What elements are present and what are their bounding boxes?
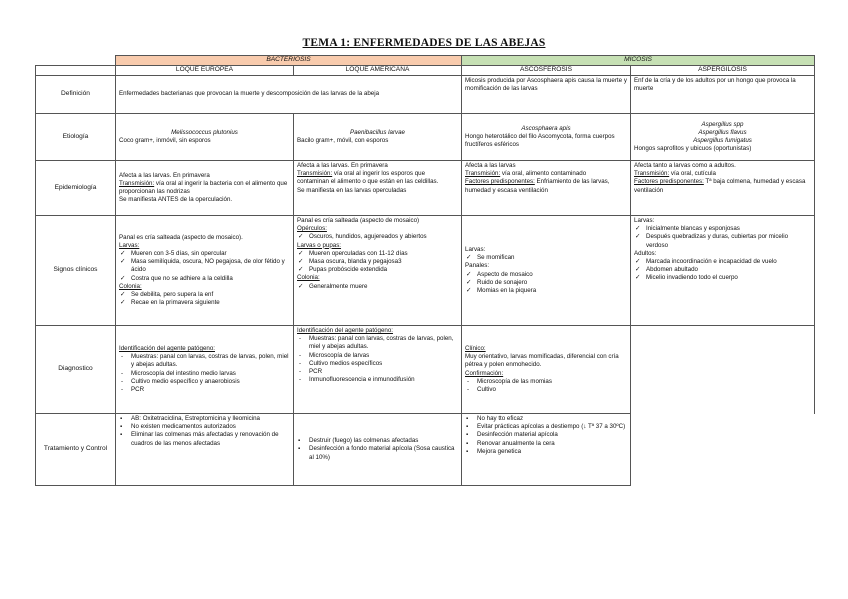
diag-heading: Confirmación: bbox=[465, 369, 504, 377]
tratamiento-americana bbox=[294, 414, 462, 486]
signos-list bbox=[297, 250, 458, 275]
tratamiento-europea bbox=[116, 414, 294, 486]
row-label-definicion: Definición bbox=[36, 76, 116, 114]
bullet-item: ▪ Eliminar las colmenas más afectadas y renovación de cuadros de las menos afectadas bbox=[119, 431, 290, 447]
epidemiologia-europea bbox=[116, 161, 294, 216]
epi-text: vía oral al ingerir los esporos que contaminan el alimento o que están en las celdillas. bbox=[297, 170, 439, 186]
row-label-epidemiologia: Epidemiología bbox=[36, 161, 116, 216]
signos-list bbox=[465, 254, 627, 262]
agent-desc: Hongos saprofitos y ubicuos (oportunistas) bbox=[634, 145, 752, 153]
epidemiologia-ascosferosis bbox=[462, 161, 631, 216]
signos-sublabel: Panales: bbox=[465, 262, 490, 270]
group-header-row bbox=[36, 56, 815, 66]
signos-sublabel: Opérculos: bbox=[297, 225, 327, 233]
epi-line bbox=[634, 170, 811, 178]
epi-label: Factores predisponentes: bbox=[634, 178, 704, 186]
dash-item: - Cultivo bbox=[465, 386, 627, 394]
bullet-item: ▪ AB: Oxitetraciclina, Estreptomicina y lleomicina bbox=[119, 415, 290, 423]
epi-text: Tª baja colmena, humedad y escasa ventilación bbox=[634, 178, 806, 194]
epi-label: Transmisión: bbox=[465, 170, 501, 178]
signos-list bbox=[119, 250, 290, 283]
agent-name: Aspergillus fumigatus bbox=[693, 137, 752, 144]
signos-sublabel: Colonia: bbox=[297, 274, 320, 282]
row-label-signos: Signos clínicos bbox=[36, 216, 116, 326]
dash-item: - Cultivo medios específicos bbox=[297, 360, 458, 368]
agent-desc: Bacilo gram+, móvil, con esporos bbox=[297, 137, 389, 144]
check-item: ✓ Abdomen abultado bbox=[634, 266, 811, 274]
signos-americana bbox=[294, 216, 462, 326]
check-item: ✓ Momias en la piquera bbox=[465, 287, 627, 295]
check-item: ✓ Costra que no se adhiere a la celdilla bbox=[119, 275, 290, 283]
signos-list bbox=[297, 283, 458, 291]
check-item: ✓ Se momifican bbox=[465, 254, 627, 262]
epi-text: vía oral al ingerir la bacteria con el alimento que proporcionan las nodrizas bbox=[119, 179, 288, 195]
agent-name: Melissococcus plutonius bbox=[171, 128, 238, 136]
epi-line bbox=[465, 170, 627, 178]
check-item: ✓ Pupas probóscide extendida bbox=[297, 266, 458, 274]
group-micosis: MICOSIS bbox=[462, 56, 815, 66]
group-bacteriosis: BACTERIOSIS bbox=[116, 56, 462, 66]
agent-name: Aspergillus flavus bbox=[698, 128, 747, 136]
trat-list bbox=[297, 437, 458, 462]
col-loque-americana: LOQUE AMERICANA bbox=[294, 66, 462, 76]
epi-line bbox=[119, 180, 290, 196]
epi-line: Afecta a las larvas bbox=[465, 162, 516, 169]
check-item: ✓ Mueren operculadas con 11-12 días bbox=[297, 250, 458, 258]
diagnostico-aspergilosis bbox=[631, 326, 815, 414]
epi-text: vía oral, alimento contaminado bbox=[500, 170, 587, 178]
bullet-item: ▪ Desinfección material apícola bbox=[465, 431, 627, 439]
page-title: TEMA 1: ENFERMEDADES DE LAS ABEJAS bbox=[302, 37, 546, 49]
signos-list bbox=[297, 233, 458, 241]
signos-ascosferosis bbox=[462, 216, 631, 326]
row-tratamiento bbox=[36, 414, 815, 486]
epi-label: Transmisión: bbox=[297, 170, 333, 178]
check-item: ✓ Masa oscura, blanda y pegajosa3 bbox=[297, 258, 458, 266]
etiologia-europea bbox=[116, 114, 294, 161]
signos-sublabel: Colonia: bbox=[119, 282, 142, 290]
bullet-item: ▪ Renovar anualmente la cera bbox=[465, 440, 627, 448]
agent-name: Paenibacillus larvae bbox=[349, 128, 406, 136]
epi-line bbox=[297, 170, 458, 186]
epi-text: Enfriamiento de las larvas, humedad y escasa ventilación bbox=[465, 178, 610, 194]
dash-item: - Microscopía del intestino medio larvas bbox=[119, 370, 290, 378]
check-item: ✓ Marcada incoordinación e incapacidad de vuelo bbox=[634, 258, 811, 266]
trat-list bbox=[465, 415, 627, 456]
epi-line: Se manifiesta en las larvas operculadas bbox=[297, 186, 407, 194]
check-item: ✓ Masa semilíquida, oscura, NO pegajosa, de olor fétido y ácido bbox=[119, 258, 290, 274]
signos-sublabel: Larvas: bbox=[465, 245, 486, 253]
check-item: ✓ Oscuros, hundidos, agujereados y abiertos bbox=[297, 233, 458, 241]
diag-heading: Clínico: bbox=[465, 344, 486, 352]
col-loque-europea: LOQUE EUROPEA bbox=[116, 66, 294, 76]
epidemiologia-aspergilosis bbox=[631, 161, 815, 216]
dash-item: - Muestras: panal con larvas, costras de larvas, polen, miel y abejas adultas. bbox=[297, 335, 458, 351]
signos-sublabel: Larvas: bbox=[119, 241, 140, 249]
signos-list bbox=[465, 271, 627, 296]
signos-list bbox=[119, 291, 290, 307]
diseases-table-main bbox=[35, 55, 815, 486]
row-definicion bbox=[36, 76, 815, 114]
etiologia-ascosferosis bbox=[462, 114, 631, 161]
agent-name: Aspergillus spp bbox=[701, 120, 744, 128]
diagnostico-ascosferosis bbox=[462, 326, 631, 414]
diag-text: Muy orientativo, larvas momificadas, diferencial con cría pétrea y polen enmohecido. bbox=[465, 353, 619, 369]
check-item: ✓ Después quebradizas y duras, cubiertas por micelio verdoso bbox=[634, 233, 811, 249]
agent-name: Ascosphaera apis bbox=[521, 124, 571, 132]
dash-item: - PCR bbox=[119, 386, 290, 394]
bullet-item: ▪ Destruir (fuego) las colmenas afectadas bbox=[297, 437, 458, 445]
row-label-etiologia: Etiología bbox=[36, 114, 116, 161]
epi-line: Afecta a las larvas. En primavera bbox=[297, 162, 388, 169]
trat-list bbox=[119, 415, 290, 448]
bullet-item: ▪ Evitar prácticas apícolas a destiempo (↓ Tª 37 a 30ºC) bbox=[465, 423, 627, 431]
row-etiologia bbox=[36, 114, 815, 161]
agent-desc: Hongo heterotálico del filo Ascomycota, forma cuerpos fructíferos esféricos bbox=[465, 132, 615, 149]
check-item: ✓ Aspecto de mosaico bbox=[465, 271, 627, 279]
epidemiologia-americana bbox=[294, 161, 462, 216]
etiologia-aspergilosis bbox=[631, 114, 815, 161]
row-signos bbox=[36, 216, 815, 326]
signos-sublabel: Larvas: bbox=[634, 217, 655, 224]
signos-aspergilosis bbox=[631, 216, 815, 326]
row-epidemiologia bbox=[36, 161, 815, 216]
dash-item: - PCR bbox=[297, 368, 458, 376]
definicion-ascosferosis bbox=[462, 76, 631, 114]
diag-list bbox=[465, 378, 627, 394]
diag-list bbox=[119, 353, 290, 394]
epi-label: Transmisión: bbox=[119, 179, 155, 187]
signos-sublabel: Larvas o pupas: bbox=[297, 241, 342, 249]
col-ascosferosis: ASCOSFEROSIS bbox=[462, 66, 631, 76]
bullet-item: ▪ No existen medicamentos autorizados bbox=[119, 423, 290, 431]
row-diagnostico bbox=[36, 326, 815, 414]
empty-corner bbox=[36, 56, 116, 66]
signos-intro: Panal es cría salteada (aspecto de mosaico) bbox=[297, 217, 420, 224]
epi-line: Afecta tanto a larvas como a adultos. bbox=[634, 162, 736, 169]
definicion-aspergilosis: Enf de la cría y de los adultos por un hongo que provoca la muerte bbox=[631, 76, 815, 114]
epi-text: vía oral, cutícula bbox=[669, 170, 716, 178]
dash-item: - Muestras: panal con larvas, costras de larvas, polen, miel y abejas adultas. bbox=[119, 353, 290, 369]
dash-item: - Cultivo medio específico y anaerobiosis bbox=[119, 378, 290, 386]
etiologia-americana bbox=[294, 114, 462, 161]
epi-line: Afecta a las larvas. En primavera bbox=[119, 171, 210, 179]
epi-label: Transmisión: bbox=[634, 170, 670, 178]
definicion-ascosferosis-text: Micosis producida por Ascosphaera apis causa la muerte y momificación de las larvas bbox=[465, 77, 627, 93]
epi-line: Se manifiesta ANTES de la operculación. bbox=[119, 196, 233, 204]
check-item: ✓ Generalmente muere bbox=[297, 283, 458, 291]
signos-intro: Panal es cría salteada (aspecto de mosaico). bbox=[119, 233, 243, 241]
epi-line bbox=[634, 178, 811, 194]
signos-list bbox=[634, 225, 811, 250]
col-aspergilosis: ASPERGILOSIS bbox=[631, 66, 815, 76]
row-label-tratamiento: Tratamiento y Control bbox=[36, 414, 116, 486]
bullet-item: ▪ Desinfección a fondo material apícola (Sosa caustica al 10%) bbox=[297, 445, 458, 461]
check-item: ✓ Micelio invadiendo todo el cuerpo bbox=[634, 274, 811, 282]
dash-item: - Inmunofluorescencia e inmunodifusión bbox=[297, 376, 458, 384]
diagnostico-europea bbox=[116, 326, 294, 414]
definicion-bacteriosis: Enfermedades bacterianas que provocan la muerte y descomposición de las larvas de la abeja bbox=[116, 76, 462, 114]
bullet-item: ▪ Mejora genetica bbox=[465, 448, 627, 456]
check-item: ✓ Inicialmente blancas y esponjosas bbox=[634, 225, 811, 233]
signos-sublabel: Adultos: bbox=[634, 249, 657, 257]
diagnostico-americana bbox=[294, 326, 462, 414]
agent-desc: Coco gram+, inmóvil, sin esporos bbox=[119, 137, 211, 144]
diag-heading: Identificación del agente patógeno: bbox=[119, 344, 215, 352]
dash-item: - Microscopía de larvas bbox=[297, 352, 458, 360]
tratamiento-ascosferosis bbox=[462, 414, 631, 486]
check-item: ✓ Recae en la primavera siguiente bbox=[119, 299, 290, 307]
empty-corner-2 bbox=[36, 66, 116, 76]
epi-line bbox=[465, 178, 627, 194]
bullet-item: ▪ No hay tto eficaz bbox=[465, 415, 627, 423]
signos-europea bbox=[116, 216, 294, 326]
tratamiento-aspergilosis bbox=[631, 414, 815, 486]
diag-heading: Identificación del agente patógeno: bbox=[297, 327, 393, 334]
epi-label: Factores predisponentes: bbox=[465, 178, 535, 186]
check-item: ✓ Ruido de sonajero bbox=[465, 279, 627, 287]
column-header-row bbox=[36, 66, 815, 76]
diag-list bbox=[297, 335, 458, 384]
row-label-diagnostico: Diagnostico bbox=[36, 326, 116, 414]
dash-item: - Microscopía de las momias bbox=[465, 378, 627, 386]
signos-list bbox=[634, 258, 811, 283]
check-item: ✓ Mueren con 3-5 días, sin opercular bbox=[119, 250, 290, 258]
check-item: ✓ Se debilita, pero supera la enf bbox=[119, 291, 290, 299]
